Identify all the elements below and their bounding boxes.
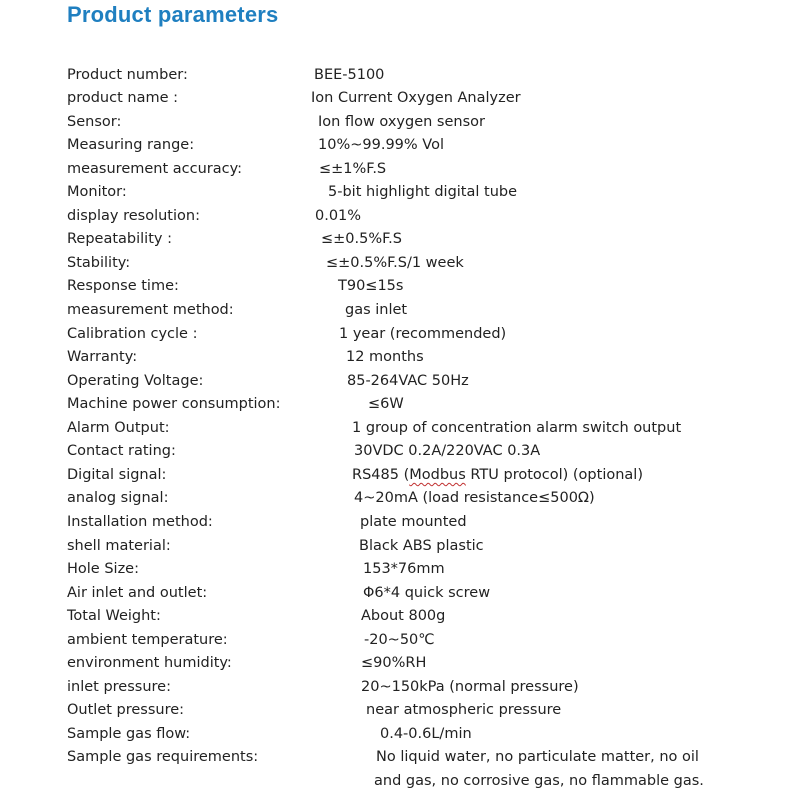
param-value: Ion flow oxygen sensor [318,113,485,130]
param-label: Contact rating: [67,443,176,460]
param-row [0,252,800,275]
param-label: Measuring range: [67,137,195,154]
param-label: measurement accuracy: [67,160,243,177]
param-value: gas inlet [345,302,408,318]
param-value: About 800g [361,608,446,625]
param-value: ≤90%RH [361,655,427,672]
param-value: 12 months [346,349,424,366]
param-value: 0.4-0.6L/min [380,725,472,742]
param-value: 153*76mm [363,561,445,578]
param-label: Outlet pressure: [67,702,185,719]
param-value: 0.01% [315,207,362,224]
param-label: Operating Voltage: [67,372,204,389]
page-title: Product parameters [67,2,279,27]
param-label: Response time: [67,278,179,295]
param-value-part: RS485 ( [352,466,410,483]
param-label: Warranty: [67,349,138,366]
param-row [0,723,800,746]
param-row [0,64,800,87]
param-row [0,629,800,652]
param-row [0,299,800,322]
param-row [0,652,800,675]
param-label: display resolution: [67,207,200,224]
param-value: -20~50℃ [364,631,435,648]
param-label: Monitor: [67,184,127,201]
param-value: ≤±0.5%F.S/1 week [326,254,464,271]
param-row [0,111,800,134]
param-row [0,440,800,463]
param-value: plate mounted [360,513,467,530]
param-row [0,511,800,534]
param-row [0,535,800,558]
param-row [0,205,800,228]
param-label: Total Weight: [67,608,161,625]
param-value: No liquid water, no particulate matter, no oil [376,749,699,766]
param-label: Repeatability : [67,231,172,248]
param-value: Φ6*4 quick screw [363,584,491,601]
param-label: Sample gas requirements: [67,749,259,766]
param-value-part: RTU protocol) (optional) [465,466,643,483]
param-label: Stability: [67,254,131,271]
param-value: 30VDC 0.2A/220VAC 0.3A [354,443,541,460]
param-label: inlet pressure: [67,678,171,695]
param-value: 4~20mA (load resistance≤500Ω) [354,490,595,507]
param-row [0,181,800,204]
param-label: product name : [67,90,178,107]
param-row [0,134,800,157]
param-row [0,323,800,346]
param-row [0,228,800,251]
param-label: Product number: [67,66,188,83]
param-row [0,676,800,699]
param-row [0,699,800,722]
param-label: analog signal: [67,490,169,507]
param-value: BEE-5100 [314,66,385,83]
param-row [0,417,800,440]
param-row [0,370,800,393]
param-row [0,746,800,769]
param-row [0,487,800,510]
param-value: 85-264VAC 50Hz [347,372,469,389]
param-label: ambient temperature: [67,631,228,648]
param-value: Ion Current Oxygen Analyzer [311,90,521,107]
param-row [0,558,800,581]
param-label: shell material: [67,537,171,554]
param-label: Hole Size: [67,561,139,578]
param-row [0,605,800,628]
spellcheck-marked-word: Modbus [409,466,466,483]
param-label: Installation method: [67,513,213,530]
param-label: Calibration cycle : [67,325,198,342]
param-label: Sample gas flow: [67,725,191,742]
param-label: measurement method: [67,302,234,318]
param-label: Sensor: [67,113,122,130]
param-value: ≤±0.5%F.S [321,231,402,248]
param-value: T90≤15s [338,278,404,295]
param-row [0,393,800,416]
param-row [0,582,800,605]
param-value: Black ABS plastic [359,537,484,554]
param-label: Alarm Output: [67,419,170,436]
param-value: 10%~99.99% Vol [318,137,444,154]
param-row [0,346,800,369]
param-value: ≤6W [368,396,404,413]
param-value-continuation: and gas, no corrosive gas, no flammable gas. [374,773,704,789]
param-value: near atmospheric pressure [366,702,562,719]
param-row [0,87,800,110]
param-value: 1 year (recommended) [339,325,507,342]
param-value [352,464,643,487]
param-row [0,275,800,298]
param-value: ≤±1%F.S [319,160,387,177]
param-row [0,464,800,487]
param-value: 20~150kPa (normal pressure) [361,678,579,695]
param-value: 1 group of concentration alarm switch output [352,419,682,436]
param-label: Machine power consumption: [67,396,281,413]
param-label: Digital signal: [67,466,167,483]
param-label: Air inlet and outlet: [67,584,208,601]
param-label: environment humidity: [67,655,232,672]
param-row [0,158,800,181]
param-value: 5-bit highlight digital tube [328,184,518,201]
